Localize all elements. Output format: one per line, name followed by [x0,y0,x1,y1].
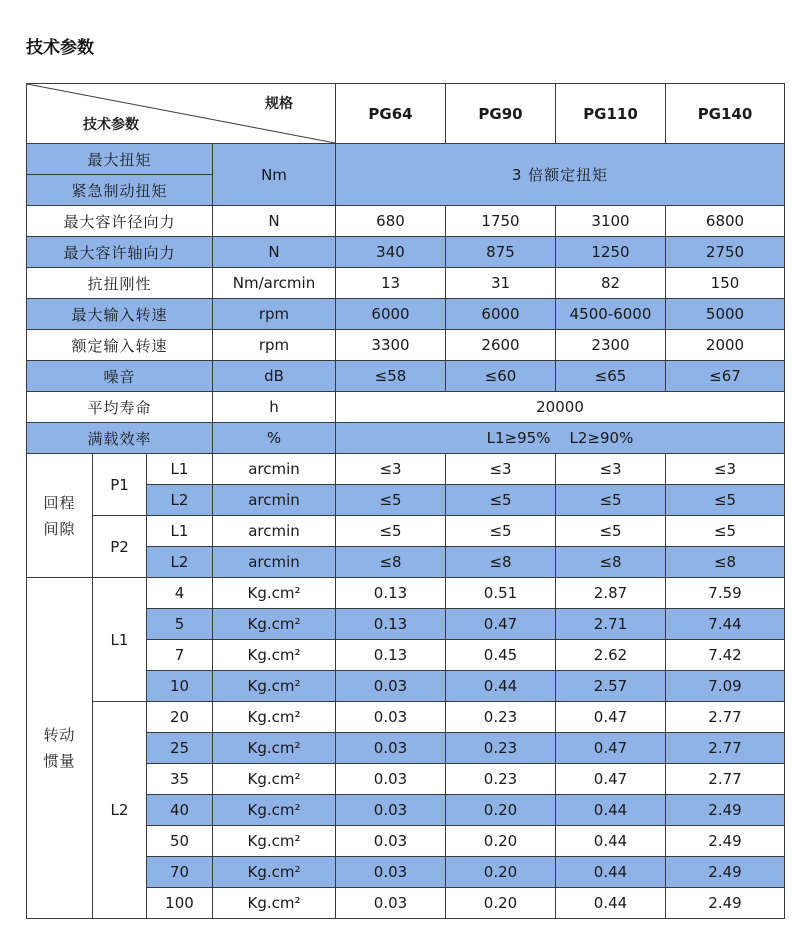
value-cell: 2.49 [666,826,785,857]
backlash-label: 回程 间隙 [27,454,93,578]
value-cell: 2.62 [556,640,666,671]
stage-cell: L2 [147,547,213,578]
ratio-cell: 7 [147,640,213,671]
param-name: 最大输入转速 [27,299,213,330]
table-row [27,237,785,268]
inertia-stage: L2 [93,702,147,919]
table-row [27,268,785,299]
value-cell: 0.44 [556,826,666,857]
value-cell: 340 [336,237,446,268]
value-cell: 3100 [556,206,666,237]
param-name: 噪音 [27,361,213,392]
value-cell: 2600 [446,330,556,361]
param-name: 满载效率 [27,423,213,454]
table-row [27,578,785,609]
value-cell: 0.44 [556,795,666,826]
value-cell: 82 [556,268,666,299]
value-cell: 0.13 [336,640,446,671]
value-cell: 7.42 [666,640,785,671]
ratio-cell: 20 [147,702,213,733]
spec-label: 规格 [265,96,293,112]
table-row [27,423,785,454]
param-name: 平均寿命 [27,392,213,423]
ratio-cell: 25 [147,733,213,764]
param-unit: Kg.cm² [213,888,336,919]
value-cell: 31 [446,268,556,299]
value-cell: ≤3 [666,454,785,485]
param-unit: Kg.cm² [213,795,336,826]
backlash-grade: P2 [93,516,147,578]
page-title: 技术参数 [26,38,94,58]
value-cell: 2.49 [666,795,785,826]
merged-value: 20000 [336,392,785,423]
value-cell: ≤5 [666,516,785,547]
value-cell: 2.71 [556,609,666,640]
value-cell: 0.03 [336,764,446,795]
param-unit: Kg.cm² [213,702,336,733]
value-cell: ≤8 [336,547,446,578]
value-cell: 13 [336,268,446,299]
value-cell: 0.03 [336,671,446,702]
param-unit: Nm [213,144,336,206]
value-cell: 2300 [556,330,666,361]
value-cell: 2.57 [556,671,666,702]
model-header-pg110: PG110 [556,84,666,144]
ratio-cell: 4 [147,578,213,609]
value-cell: 0.23 [446,702,556,733]
value-cell: 875 [446,237,556,268]
table-row [27,330,785,361]
ratio-cell: 50 [147,826,213,857]
value-cell: 1750 [446,206,556,237]
value-cell: 0.03 [336,826,446,857]
value-cell: 2000 [666,330,785,361]
param-unit: Kg.cm² [213,640,336,671]
value-cell: ≤8 [446,547,556,578]
stage-cell: L2 [147,485,213,516]
param-unit: Kg.cm² [213,733,336,764]
value-cell: ≤8 [556,547,666,578]
param-unit: Kg.cm² [213,857,336,888]
value-cell: ≤5 [446,485,556,516]
value-cell: ≤3 [556,454,666,485]
header-row [27,84,785,144]
inertia-label: 转动 惯量 [27,578,93,919]
param-name: 紧急制动扭矩 [27,175,213,206]
stage-cell: L1 [147,516,213,547]
value-cell: ≤60 [446,361,556,392]
param-name: 最大容许轴向力 [27,237,213,268]
param-unit: % [213,423,336,454]
table-row [27,702,785,733]
value-cell: 3300 [336,330,446,361]
param-name: 最大扭矩 [27,144,213,175]
value-cell: 0.44 [446,671,556,702]
param-unit: arcmin [213,454,336,485]
value-cell: 0.47 [556,702,666,733]
param-name: 抗扭刚性 [27,268,213,299]
value-cell: ≤58 [336,361,446,392]
table-row [27,454,785,485]
value-cell: 2.87 [556,578,666,609]
value-cell: 5000 [666,299,785,330]
value-cell: 0.13 [336,578,446,609]
value-cell: 0.03 [336,702,446,733]
value-cell: 0.13 [336,609,446,640]
value-cell: 2750 [666,237,785,268]
table-row [27,206,785,237]
backlash-grade: P1 [93,454,147,516]
ratio-cell: 10 [147,671,213,702]
value-cell: 0.03 [336,795,446,826]
value-cell: 0.44 [556,857,666,888]
value-cell: 0.47 [556,764,666,795]
value-cell: 7.59 [666,578,785,609]
value-cell: ≤8 [666,547,785,578]
value-cell: ≤5 [446,516,556,547]
param-unit: Kg.cm² [213,609,336,640]
value-cell: 0.51 [446,578,556,609]
value-cell: 0.45 [446,640,556,671]
table-row [27,144,785,175]
value-cell: 150 [666,268,785,299]
param-label: 技术参数 [83,117,139,133]
param-name: 最大容许径向力 [27,206,213,237]
param-unit: h [213,392,336,423]
value-cell: 2.77 [666,764,785,795]
ratio-cell: 40 [147,795,213,826]
param-unit: Kg.cm² [213,671,336,702]
value-cell: 0.03 [336,733,446,764]
value-cell: 0.03 [336,857,446,888]
value-cell: 0.44 [556,888,666,919]
value-cell: ≤5 [336,516,446,547]
value-cell: 2.49 [666,888,785,919]
param-name: 额定输入转速 [27,330,213,361]
value-cell: 0.23 [446,733,556,764]
value-cell: ≤5 [556,516,666,547]
table-row [27,392,785,423]
table-row [27,516,785,547]
value-cell: 7.09 [666,671,785,702]
value-cell: 1250 [556,237,666,268]
value-cell: ≤5 [336,485,446,516]
value-cell: 0.20 [446,857,556,888]
inertia-stage: L1 [93,578,147,702]
param-unit: dB [213,361,336,392]
value-cell: ≤65 [556,361,666,392]
value-cell: 0.23 [446,764,556,795]
value-cell: ≤67 [666,361,785,392]
value-cell: 7.44 [666,609,785,640]
param-unit: rpm [213,299,336,330]
param-unit: arcmin [213,516,336,547]
param-unit: rpm [213,330,336,361]
param-unit: Nm/arcmin [213,268,336,299]
merged-value: 3 倍额定扭矩 [336,144,785,206]
value-cell: 0.03 [336,888,446,919]
value-cell: 0.20 [446,795,556,826]
value-cell: 6000 [446,299,556,330]
merged-value: L1≥95% L2≥90% [336,423,785,454]
value-cell: 0.20 [446,888,556,919]
param-unit: Kg.cm² [213,826,336,857]
ratio-cell: 70 [147,857,213,888]
value-cell: 2.49 [666,857,785,888]
value-cell: ≤5 [666,485,785,516]
ratio-cell: 5 [147,609,213,640]
model-header-pg140: PG140 [666,84,785,144]
value-cell: 6000 [336,299,446,330]
table-row [27,299,785,330]
param-unit: N [213,206,336,237]
spec-table [26,83,785,919]
header-corner-cell [27,84,336,144]
param-unit: arcmin [213,485,336,516]
value-cell: 2.77 [666,702,785,733]
model-header-pg90: PG90 [446,84,556,144]
param-unit: N [213,237,336,268]
value-cell: 2.77 [666,733,785,764]
param-unit: Kg.cm² [213,578,336,609]
value-cell: 6800 [666,206,785,237]
value-cell: 4500-6000 [556,299,666,330]
value-cell: 680 [336,206,446,237]
value-cell: 0.47 [556,733,666,764]
value-cell: ≤3 [446,454,556,485]
stage-cell: L1 [147,454,213,485]
param-unit: arcmin [213,547,336,578]
value-cell: 0.47 [446,609,556,640]
value-cell: ≤5 [556,485,666,516]
ratio-cell: 100 [147,888,213,919]
table-row [27,361,785,392]
param-unit: Kg.cm² [213,764,336,795]
value-cell: ≤3 [336,454,446,485]
value-cell: 0.20 [446,826,556,857]
model-header-pg64: PG64 [336,84,446,144]
ratio-cell: 35 [147,764,213,795]
